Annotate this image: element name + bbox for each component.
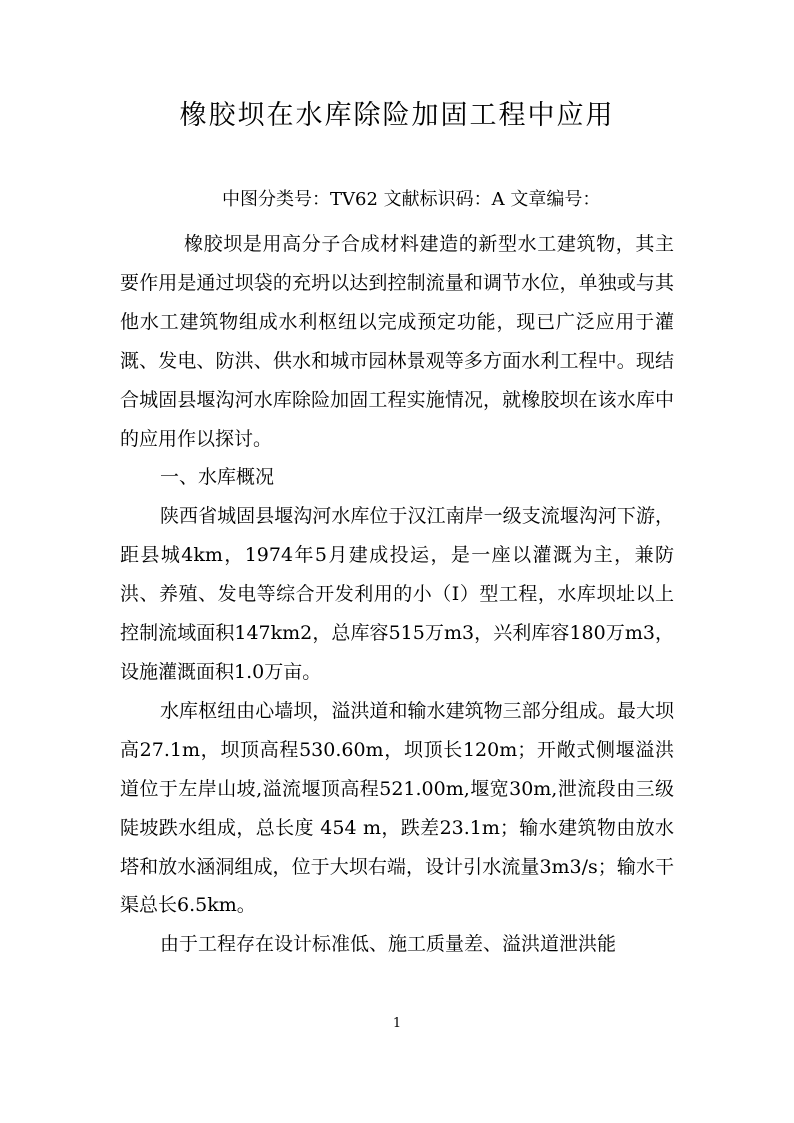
page-number: 1 <box>392 1016 402 1031</box>
document-title: 橡胶坝在水库除险加固工程中应用 <box>179 100 615 131</box>
problem-paragraph: 由于工程存在设计标准低、施工质量差、溢洪道泄洪能 <box>160 933 617 956</box>
classification-line: 中图分类号：TV62 文献标识码：A 文章编号： <box>222 189 601 210</box>
section-heading: 一、水库概况 <box>160 466 275 489</box>
document-body <box>120 225 674 964</box>
structure-paragraph: 水库枢纽由心墙坝，溢洪道和输水建筑物三部分组成。最大坝高27.1m，坝顶高程530.60m，坝顶长120m；开敞式侧堰溢洪道位于左岸山坡,溢流堰顶高程521.00m,堰宽30m,泄流段由三级陡坡跌水组成，总长度 454 m，跌差23.1m；输水建筑物由放水塔和放水涵洞组成，位于大坝右端，设计引水流量3m3/s；输水干渠总长6.5km。 <box>120 699 674 917</box>
overview-paragraph: 陕西省城固县堰沟河水库位于汉江南岸一级支流堰沟河下游，距县城4km，1974年5月建成投运，是一座以灌溉为主，兼防洪、养殖、发电等综合开发利用的小（Ⅰ）型工程，水库坝址以上控制流域面积147km2，总库容515万m3，兴利库容180万m3，设施灌溉面积1.0万亩。 <box>120 505 674 683</box>
intro-paragraph: 橡胶坝是用高分子合成材料建造的新型水工建筑物，其主要作用是通过坝袋的充坍以达到控制流量和调节水位，单独或与其他水工建筑物组成水利枢纽以完成预定功能，现已广泛应用于灌溉、发电、防洪、供水和城市园林景观等多方面水利工程中。现结合城固县堰沟河水库除险加固工程实施情况，就橡胶坝在该水库中的应用作以探讨。 <box>120 233 674 450</box>
